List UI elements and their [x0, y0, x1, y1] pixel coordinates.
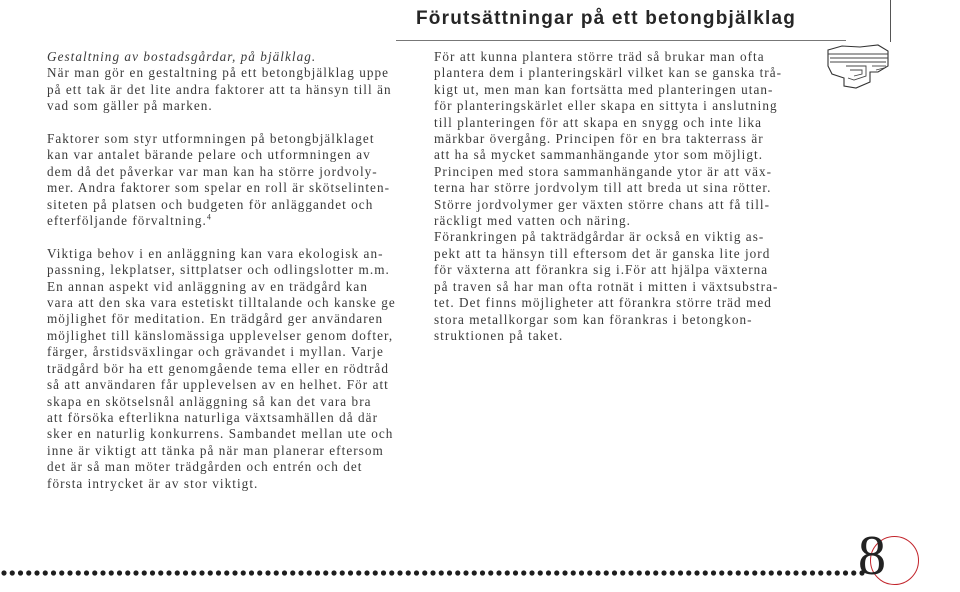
left-column — [47, 49, 417, 492]
footer-dot — [274, 570, 279, 575]
footer-dot — [175, 570, 180, 575]
text-line: kigt ut, men man kan fortsätta med planteringen utan- — [434, 81, 774, 97]
terrace-building-icon — [826, 42, 890, 90]
footer-dot — [257, 570, 262, 575]
text-line: skapa en skötselsnål anläggning så kan det vara bra — [47, 393, 372, 409]
footer-dot — [76, 570, 81, 575]
footer-dot — [777, 570, 782, 575]
footer-dot — [727, 570, 732, 575]
footer-dot — [348, 570, 353, 575]
text-line: vara att den ska vara estetiskt tilltalande och kanske ge — [47, 295, 396, 311]
footer-dot — [802, 570, 807, 575]
footer-dot — [694, 570, 699, 575]
text-line: möjlighet för meditation. En trädgård ger användaren — [47, 311, 384, 327]
footer-dot — [546, 570, 551, 575]
footer-dot — [84, 570, 89, 575]
footer-dot — [51, 570, 56, 575]
footer-dot — [703, 570, 708, 575]
footer-dot — [604, 570, 609, 575]
text-line: första intrycket är av stor viktigt. — [47, 475, 259, 491]
footer-dot — [59, 570, 64, 575]
text-line: för växterna att förankra sig i.För att hjälpa växterna — [434, 262, 769, 278]
text-line: märkbar övergång. Principen för en bra takterrass är — [434, 131, 764, 147]
footer-dot — [752, 570, 757, 575]
footer-dot — [34, 570, 39, 575]
footer-dot — [719, 570, 724, 575]
text-line: Förankringen på takträdgårdar är också en viktig as- — [434, 229, 765, 245]
text-line — [47, 213, 417, 229]
header-vertical-rule — [890, 0, 891, 42]
footer-dot — [100, 570, 105, 575]
footer-dot — [331, 570, 336, 575]
footer-dot — [216, 570, 221, 575]
footer-dot — [183, 570, 188, 575]
text-line: så att användaren får upplevelsen av en helhet. För att — [47, 377, 389, 393]
section-heading: Gestaltning av bostadsgårdar, på bjälklag. — [47, 49, 317, 64]
text-line: siteten på platsen och budgeten för anläggandet och — [47, 196, 374, 212]
text-line: passning, lekplatser, sittplatser och odlingslotter m.m. — [47, 262, 390, 278]
text-line: sker en naturlig konkurrens. Sambandet mellan ute och — [47, 426, 394, 442]
text-line: på traven så har man ofta rotnät i mitten i växtsubstra- — [434, 278, 779, 294]
text-line: inne är viktigt att tänka på när man planerar eftersom — [47, 442, 384, 458]
footer-dot — [645, 570, 650, 575]
footer-dot — [521, 570, 526, 575]
footer-dot — [653, 570, 658, 575]
text-line: Viktiga behov i en anläggning kan vara ekologisk an- — [47, 245, 384, 261]
text-line: för planteringskärlet eller skapa en sittyta i anslutning — [434, 98, 778, 114]
footer-dot — [661, 570, 666, 575]
footer-dot — [579, 570, 584, 575]
footer-dot — [422, 570, 427, 575]
text-line: stora metallkorgar som kan förankras i betongkon- — [434, 311, 753, 327]
text-line: möjlighet till känslomässiga upplevelser genom dofter, — [47, 327, 394, 343]
text-line-span: efterföljande förvaltning. — [47, 213, 207, 229]
footer-dot — [26, 570, 31, 575]
footer-dot — [826, 570, 831, 575]
footer-dot — [554, 570, 559, 575]
footer-dot — [463, 570, 468, 575]
text-line: trädgård bör ha ett genomgående tema eller en rödtråd — [47, 360, 389, 376]
footer-dot — [562, 570, 567, 575]
footer-dot — [686, 570, 691, 575]
text-line: det är så man möter trädgården och entrén och det — [47, 459, 363, 475]
footer-dot — [18, 570, 23, 575]
footer-dot — [670, 570, 675, 575]
footer-dot — [315, 570, 320, 575]
footer-dot — [356, 570, 361, 575]
footer-dot — [455, 570, 460, 575]
footer-dot — [117, 570, 122, 575]
text-line: på ett tak är det lite andra faktorer att ta hänsyn till än — [47, 81, 392, 97]
text-line: terna har större jordvolym till att breda ut sina rötter. — [434, 180, 772, 196]
footer-dot — [133, 570, 138, 575]
text-line: Större jordvolymer ger växten större chans att få till- — [434, 196, 771, 212]
text-line: pekt att ta hänsyn till eftersom det är ganska lite jord — [434, 245, 771, 261]
footer-dot — [109, 570, 114, 575]
footer-dot — [364, 570, 369, 575]
footer-dot — [678, 570, 683, 575]
footnote-reference: 4 — [206, 212, 212, 222]
footer-dot — [290, 570, 295, 575]
footer-dot — [265, 570, 270, 575]
footer-dot — [307, 570, 312, 575]
text-line: kan var antalet bärande pelare och utformningen av — [47, 147, 371, 163]
text-line: plantera dem i planteringskärl vilket kan se ganska trå- — [434, 65, 783, 81]
footer-dot — [505, 570, 510, 575]
footer-dot — [298, 570, 303, 575]
footer-dot — [282, 570, 287, 575]
footer-dot — [818, 570, 823, 575]
text-line: mer. Andra faktorer som spelar en roll är skötselinten- — [47, 180, 391, 196]
footer-dot — [628, 570, 633, 575]
footer-dot — [496, 570, 501, 575]
text-line: tet. Det finns möjligheter att förankra större träd med — [434, 295, 772, 311]
text-line: att försöka efterlikna naturliga växtsamhällen då där — [47, 409, 379, 425]
footer-dot — [224, 570, 229, 575]
text-line: räckligt med vatten och näring. — [434, 213, 631, 229]
footer-dot — [769, 570, 774, 575]
footer-dot — [736, 570, 741, 575]
footer-dot — [142, 570, 147, 575]
page-number: 8 — [858, 525, 886, 587]
footer-dot — [430, 570, 435, 575]
footer-dot — [587, 570, 592, 575]
footer-dot — [340, 570, 345, 575]
footer-dot — [397, 570, 402, 575]
footer-dot — [166, 570, 171, 575]
text-line: vad som gäller på marken. — [47, 98, 213, 114]
text-line: Faktorer som styr utformningen på betongbjälklaget — [47, 131, 375, 147]
footer-dot — [439, 570, 444, 575]
footer-dot — [389, 570, 394, 575]
footer-dot — [191, 570, 196, 575]
text-line: En annan aspekt vid anläggning av en trädgård kan — [47, 278, 368, 294]
text-line: till planteringen för att skapa en snygg och inte lika — [434, 114, 763, 130]
footer-dot — [67, 570, 72, 575]
footer-dot — [199, 570, 204, 575]
footer-dot — [835, 570, 840, 575]
footer-dot — [612, 570, 617, 575]
footer-dot — [711, 570, 716, 575]
page-number-badge — [848, 525, 920, 588]
footer-dot — [373, 570, 378, 575]
text-line: Principen med stora sammanhängande ytor är att väx- — [434, 163, 773, 179]
footer-dot — [249, 570, 254, 575]
footer-dot — [414, 570, 419, 575]
footer-dot — [620, 570, 625, 575]
text-line: När man gör en gestaltning på ett betongbjälklag uppe — [47, 65, 390, 81]
footer-dot — [381, 570, 386, 575]
footer-dot — [637, 570, 642, 575]
footer-dot — [208, 570, 213, 575]
footer-dot — [125, 570, 130, 575]
text-line: dem då det påverkar var man kan ha större jordvoly- — [47, 163, 378, 179]
text-line: struktionen på taket. — [434, 327, 564, 343]
footer-dot — [760, 570, 765, 575]
right-column — [434, 49, 806, 344]
text-line: För att kunna plantera större träd så brukar man ofta — [434, 49, 765, 64]
footer-dot — [150, 570, 155, 575]
footer-dot — [10, 570, 15, 575]
footer-dot — [513, 570, 518, 575]
text-line: färger, årstidsväxlingar och grävandet i myllan. Varje — [47, 344, 384, 360]
footer-dot — [595, 570, 600, 575]
footer-dot — [785, 570, 790, 575]
footer-dot — [529, 570, 534, 575]
footer-dot — [323, 570, 328, 575]
footer-dotted-rule — [0, 566, 876, 580]
footer-dot — [92, 570, 97, 575]
footer-dot — [43, 570, 48, 575]
footer-dot — [480, 570, 485, 575]
footer-dot — [571, 570, 576, 575]
footer-dot — [488, 570, 493, 575]
footer-dot — [158, 570, 163, 575]
page-title: Förutsättningar på ett betongbjälklag — [416, 8, 797, 29]
footer-dot — [793, 570, 798, 575]
footer-dot — [472, 570, 477, 575]
footer-dot — [241, 570, 246, 575]
footer-dot — [1, 570, 6, 575]
footer-dot — [810, 570, 815, 575]
footer-dot — [538, 570, 543, 575]
header-horizontal-rule — [396, 40, 846, 41]
footer-dot — [744, 570, 749, 575]
text-line: att ha så mycket sammanhängande ytor som möjligt. — [434, 147, 764, 163]
footer-dot — [447, 570, 452, 575]
footer-dot — [232, 570, 237, 575]
footer-dot — [406, 570, 411, 575]
